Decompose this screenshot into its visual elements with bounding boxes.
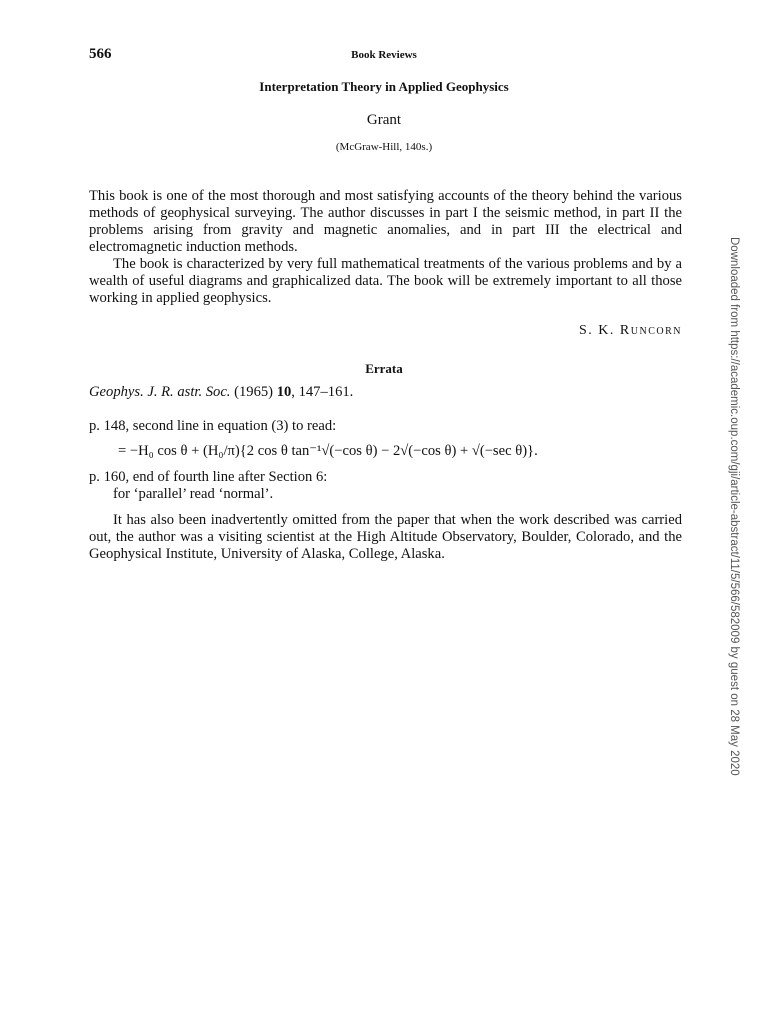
errata-addendum: It has also been inadvertently omitted from the paper that when the work described was carried out, the author was a visiting scientist at the High Altitude Observatory, Boulder, Colorado, and the Geophysical Institute, University of Alaska, College, Alaska. <box>89 512 682 562</box>
page-number: 566 <box>89 46 112 62</box>
review-paragraph-1: This book is one of the most thorough and most satisfying accounts of the theory behind the various methods of geophysical surveying. The author discusses in part I the seismic method, in part II the problems arising from gravity and magnetic anomalies, and in part III the electrical and electromagnetic induction methods. <box>89 188 682 255</box>
review-publisher: (McGraw-Hill, 140s.) <box>335 141 433 153</box>
citation-pages: , 147–161. <box>291 384 354 400</box>
reviewer-surname: Runcorn <box>619 323 682 338</box>
running-head: Book Reviews <box>351 49 417 61</box>
download-watermark: Downloaded from https://academic.oup.com/gji/article-abstract/11/5/566/582009 by guest on 28 May 2020 <box>728 237 740 776</box>
citation-year: (1965) <box>230 384 277 400</box>
correction-1-equation: = −H₀ cos θ + (H₀/π){2 cos θ tan⁻¹√(−cos θ) − 2√(−cos θ) + √(−sec θ)}. <box>118 443 538 459</box>
correction-1-location: p. 148, second line in equation (3) to read: <box>89 418 337 434</box>
review-title: Interpretation Theory in Applied Geophysics <box>259 79 509 94</box>
review-author: Grant <box>366 112 402 128</box>
errata-citation <box>89 384 353 401</box>
citation-journal: Geophys. J. R. astr. Soc. <box>89 384 231 400</box>
correction-2-text: for ‘parallel’ read ‘normal’. <box>113 486 274 502</box>
review-paragraph-2: The book is characterized by very full mathematical treatments of the various problems and by a wealth of useful diagrams and graphicalized data. The book will be extremely important to all those working in applied geophysics. <box>89 256 682 306</box>
citation-volume: 10 <box>276 384 292 400</box>
errata-heading: Errata <box>365 361 403 376</box>
correction-2-location: p. 160, end of fourth line after Section 6: <box>89 469 328 485</box>
reviewer-initials: S. K. <box>579 323 620 338</box>
reviewer-signature <box>579 323 682 339</box>
